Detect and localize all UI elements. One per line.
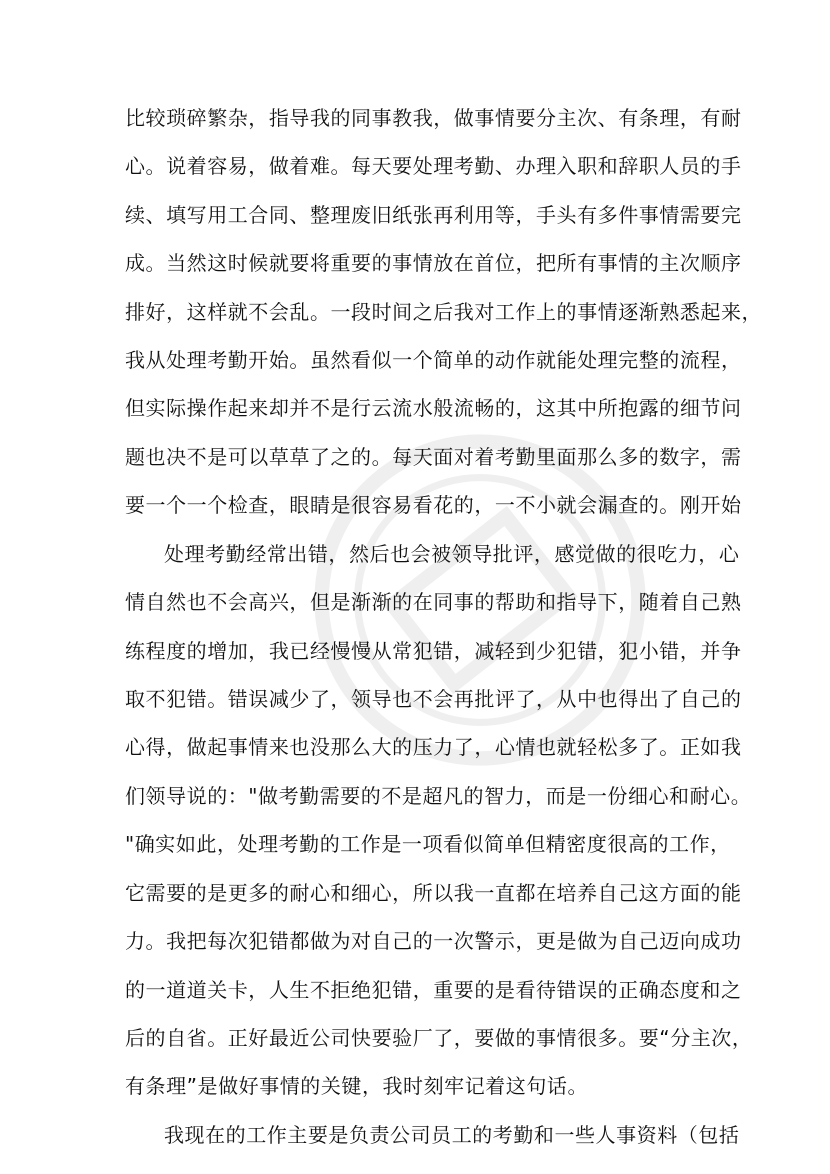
text-line: 们领导说的："做考勤需要的不是超凡的智力，而是一份细心和耐心。 (125, 784, 752, 808)
text-line: 但实际操作起来却并不是行云流水般流畅的，这其中所抱露的细节问 (125, 396, 742, 420)
text-line: 后的自省。正好最近公司快要验厂了，要做的事情很多。要“分主次， (125, 1026, 753, 1050)
text-line: 比较琐碎繁杂，指导我的同事教我，做事情要分主次、有条理，有耐 (125, 106, 742, 130)
text-line: 要一个一个检查，眼睛是很容易看花的，一不小就会漏查的。刚开始 (125, 493, 742, 517)
paragraph-start-line: 处理考勤经常出错，然后也会被领导批评，感觉做的很吃力，心 (164, 542, 740, 566)
text-line: 它需要的是更多的耐心和细心，所以我一直都在培养自己这方面的能 (125, 881, 742, 905)
text-line: 我从处理考勤开始。虽然看似一个简单的动作就能处理完整的流程， (125, 348, 742, 372)
text-line: "确实如此，处理考勤的工作是一项看似简单但精密度很高的工作， (125, 832, 731, 856)
text-line: 练程度的增加，我已经慢慢从常犯错，减轻到少犯错，犯小错，并争 (125, 639, 742, 663)
text-line: 力。我把每次犯错都做为对自己的一次警示，更是做为自己迈向成功 (125, 929, 742, 953)
text-line: 排好，这样就不会乱。一段时间之后我对工作上的事情逐渐熟悉起来， (125, 300, 763, 324)
paragraph-start-line: 我现在的工作主要是负责公司员工的考勤和一些人事资料（包括 (164, 1123, 740, 1147)
text-line: 的一道道关卡，人生不拒绝犯错，重要的是看待错误的正确态度和之 (125, 978, 742, 1002)
text-line: 心得，做起事情来也没那么大的压力了，心情也就轻松多了。正如我 (125, 735, 742, 759)
text-line: 题也决不是可以草草了之的。每天面对着考勤里面那么多的数字，需 (125, 445, 742, 469)
text-line: 取不犯错。错误减少了，领导也不会再批评了，从中也得出了自己的 (125, 687, 742, 711)
text-line: 成。当然这时候就要将重要的事情放在首位，把所有事情的主次顺序 (125, 251, 742, 275)
text-line: 续、填写用工合同、整理废旧纸张再利用等，手头有多件事情需要完 (125, 203, 742, 227)
text-line: 心。说着容易，做着难。每天要处理考勤、办理入职和辞职人员的手 (125, 154, 742, 178)
text-line: 有条理”是做好事情的关键，我时刻牢记着这句话。 (125, 1074, 589, 1098)
text-line: 情自然也不会高兴，但是渐渐的在同事的帮助和指导下，随着自己熟 (125, 590, 742, 614)
